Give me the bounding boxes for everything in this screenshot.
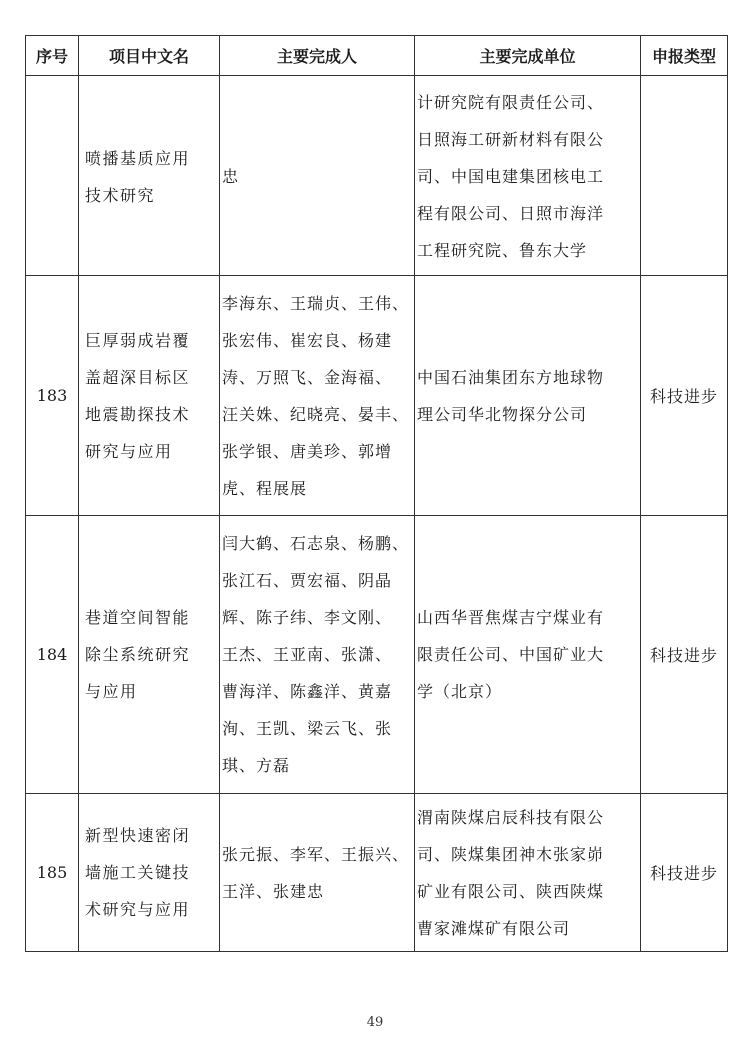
header-main-units: 主要完成单位 xyxy=(415,36,641,76)
table-row xyxy=(26,794,728,952)
table-row xyxy=(26,276,728,516)
row-type: 科技进步 xyxy=(641,276,728,516)
row-main-people: 忠 xyxy=(222,167,240,186)
row-main-people: 张元振、李军、王振兴、 王洋、张建忠 xyxy=(222,844,410,901)
row-project-name: 喷播基质应用 技术研究 xyxy=(85,148,191,205)
row-seq xyxy=(26,76,79,276)
header-type: 申报类型 xyxy=(641,36,728,76)
row-main-units: 山西华晋焦煤吉宁煤业有 限责任公司、中国矿业大 学（北京） xyxy=(417,608,605,701)
awards-table xyxy=(25,35,728,952)
row-main-people: 闫大鹤、石志泉、杨鹏、 张江石、贾宏福、阴晶 辉、陈子纬、李文刚、 王杰、王亚南、张潇、 曹海洋、陈鑫洋、黄嘉 洵、王凯、梁云飞、张 琪、方磊 xyxy=(222,534,410,775)
header-row xyxy=(26,36,728,76)
table-row xyxy=(26,516,728,794)
row-main-people: 李海东、王瑞贞、王伟、 张宏伟、崔宏良、杨建 涛、万照飞、金海福、 汪关姝、纪晓亮、晏丰、 张学银、唐美珍、郭增 虎、程展展 xyxy=(222,293,410,498)
table-row xyxy=(26,76,728,276)
row-project-name: 新型快速密闭 墙施工关键技 术研究与应用 xyxy=(85,826,191,919)
row-type: 科技进步 xyxy=(641,516,728,794)
header-seq: 序号 xyxy=(26,36,79,76)
row-main-units: 渭南陕煤启辰科技有限公 司、陕煤集团神木张家峁 矿业有限公司、陕西陕煤 曹家滩煤矿有限公司 xyxy=(417,807,605,938)
header-main-people: 主要完成人 xyxy=(220,36,415,76)
header-project-name: 项目中文名 xyxy=(79,36,220,76)
row-seq: 183 xyxy=(26,276,79,516)
row-main-units: 计研究院有限责任公司、 日照海工研新材料有限公 司、中国电建集团核电工 程有限公司、日照市海洋 工程研究院、鲁东大学 xyxy=(417,93,605,260)
row-project-name: 巨厚弱成岩覆 盖超深目标区 地震勘探技术 研究与应用 xyxy=(85,330,191,461)
row-main-units: 中国石油集团东方地球物 理公司华北物探分公司 xyxy=(417,367,605,424)
page-number: 49 xyxy=(366,1015,384,1030)
row-seq: 185 xyxy=(26,794,79,952)
row-type xyxy=(641,76,728,276)
row-seq: 184 xyxy=(26,516,79,794)
row-project-name: 巷道空间智能 除尘系统研究 与应用 xyxy=(85,608,191,701)
row-type: 科技进步 xyxy=(641,794,728,952)
